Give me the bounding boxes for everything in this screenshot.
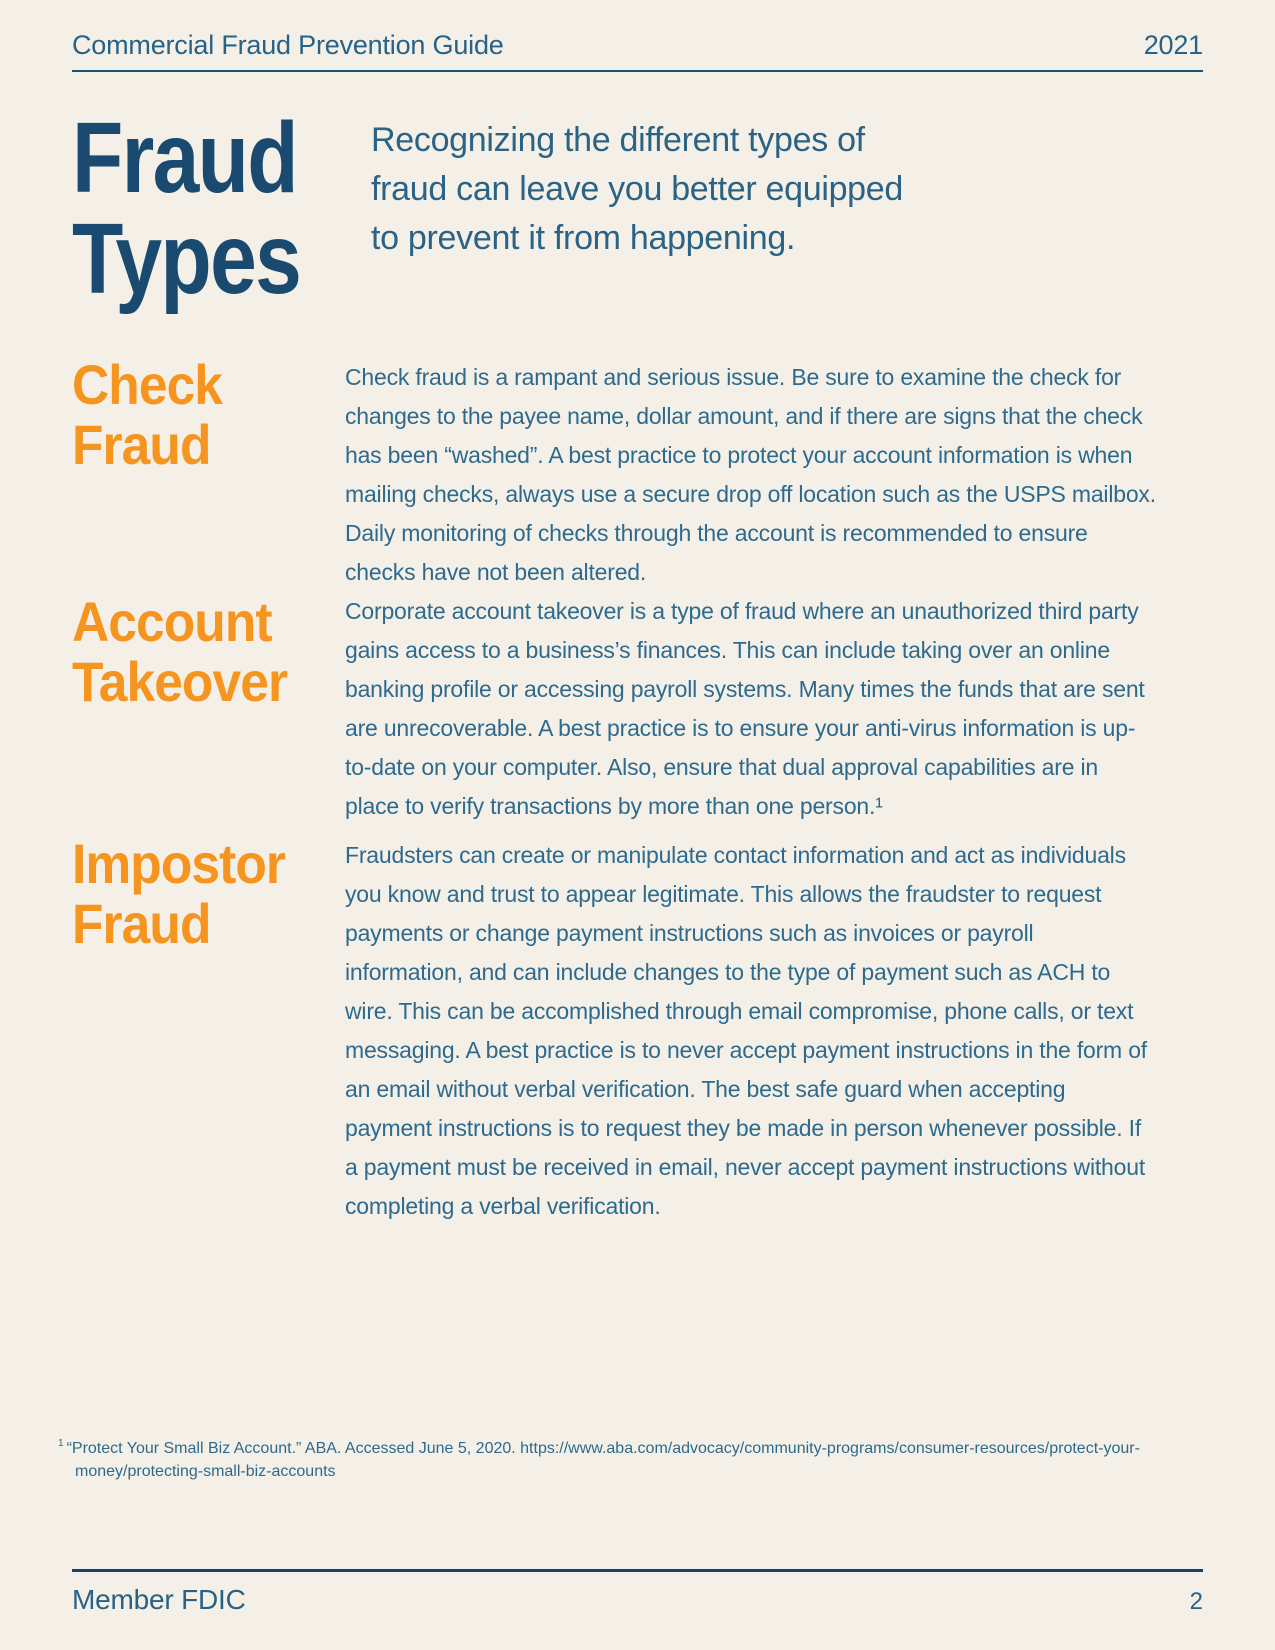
header-title: Commercial Fraud Prevention Guide: [72, 30, 504, 60]
section-heading-line-1: Check: [72, 353, 223, 416]
section-body-impostor-fraud: Fraudsters can create or manipulate contact information and act as individuals you know and trust to appear legitimate. This allows the fraudster to request payments or change payment instructions such as invoices or payroll information, and can include changes to the type of payment such as ACH to wire. This can be accomplished through email compromise, phone calls, or text messaging. A best practice is to never accept payment instructions in the form of an email without verbal verification. The best safe guard when accepting payment instructions is to request they be made in person whenever possible. If a payment must be received in email, never accept payment instructions without completing a verbal verification.: [345, 842, 1147, 1219]
footer: [72, 1584, 1203, 1616]
intro-text: Recognizing the different types of fraud can leave you better equipped to prevent it from happening.: [371, 121, 904, 257]
section-heading-line-2: Fraud: [72, 413, 211, 476]
section-body-account-takeover: Corporate account takeover is a type of fraud where an unauthorized third party gains access to a business’s finances. This can include taking over an online banking profile or accessing payroll systems. Many times the funds that are sent are unrecoverable. A best practice is to ensure your anti-virus information is up-to-date on your computer. Also, ensure that dual approval capabilities are in place to verify transactions by more than one person.¹: [345, 598, 1145, 819]
header-divider: [72, 70, 1203, 72]
section-heading-line-1: Account: [72, 590, 272, 653]
member-fdic-label: Member FDIC: [72, 1584, 246, 1615]
section-heading-account-takeover: [72, 592, 330, 712]
section-body-check-fraud: Check fraud is a rampant and serious issue. Be sure to examine the check for changes to the payee name, dollar amount, and if there are signs that the check has been “washed”. A best practice to protect your account information is when mailing checks, always use a secure drop off location such as the USPS mailbox. Daily monitoring of checks through the account is recommended to ensure checks have not been altered.: [345, 364, 1156, 585]
footer-divider: [72, 1569, 1203, 1572]
footnote-marker: 1: [58, 1438, 64, 1449]
section-heading-impostor-fraud: [72, 834, 330, 954]
header-year: 2021: [1143, 30, 1203, 60]
page-number: 2: [1189, 1588, 1203, 1615]
header: [72, 30, 1203, 61]
page-title: [72, 102, 301, 315]
section-heading-check-fraud: [72, 355, 330, 475]
section-heading-line-1: Impostor: [72, 832, 286, 895]
page-title-line-2: Types: [72, 203, 301, 315]
footnote-text: “Protect Your Small Biz Account.” ABA. Accessed June 5, 2020. https://www.aba.com/advocacy/community-programs/consumer-resources/protect-your-money/protecting-small-biz-accounts: [66, 1440, 1140, 1480]
page-title-line-1: Fraud: [72, 102, 297, 214]
footnote: [58, 1437, 1178, 1483]
section-heading-line-2: Fraud: [72, 892, 211, 955]
section-heading-line-2: Takeover: [72, 650, 288, 713]
